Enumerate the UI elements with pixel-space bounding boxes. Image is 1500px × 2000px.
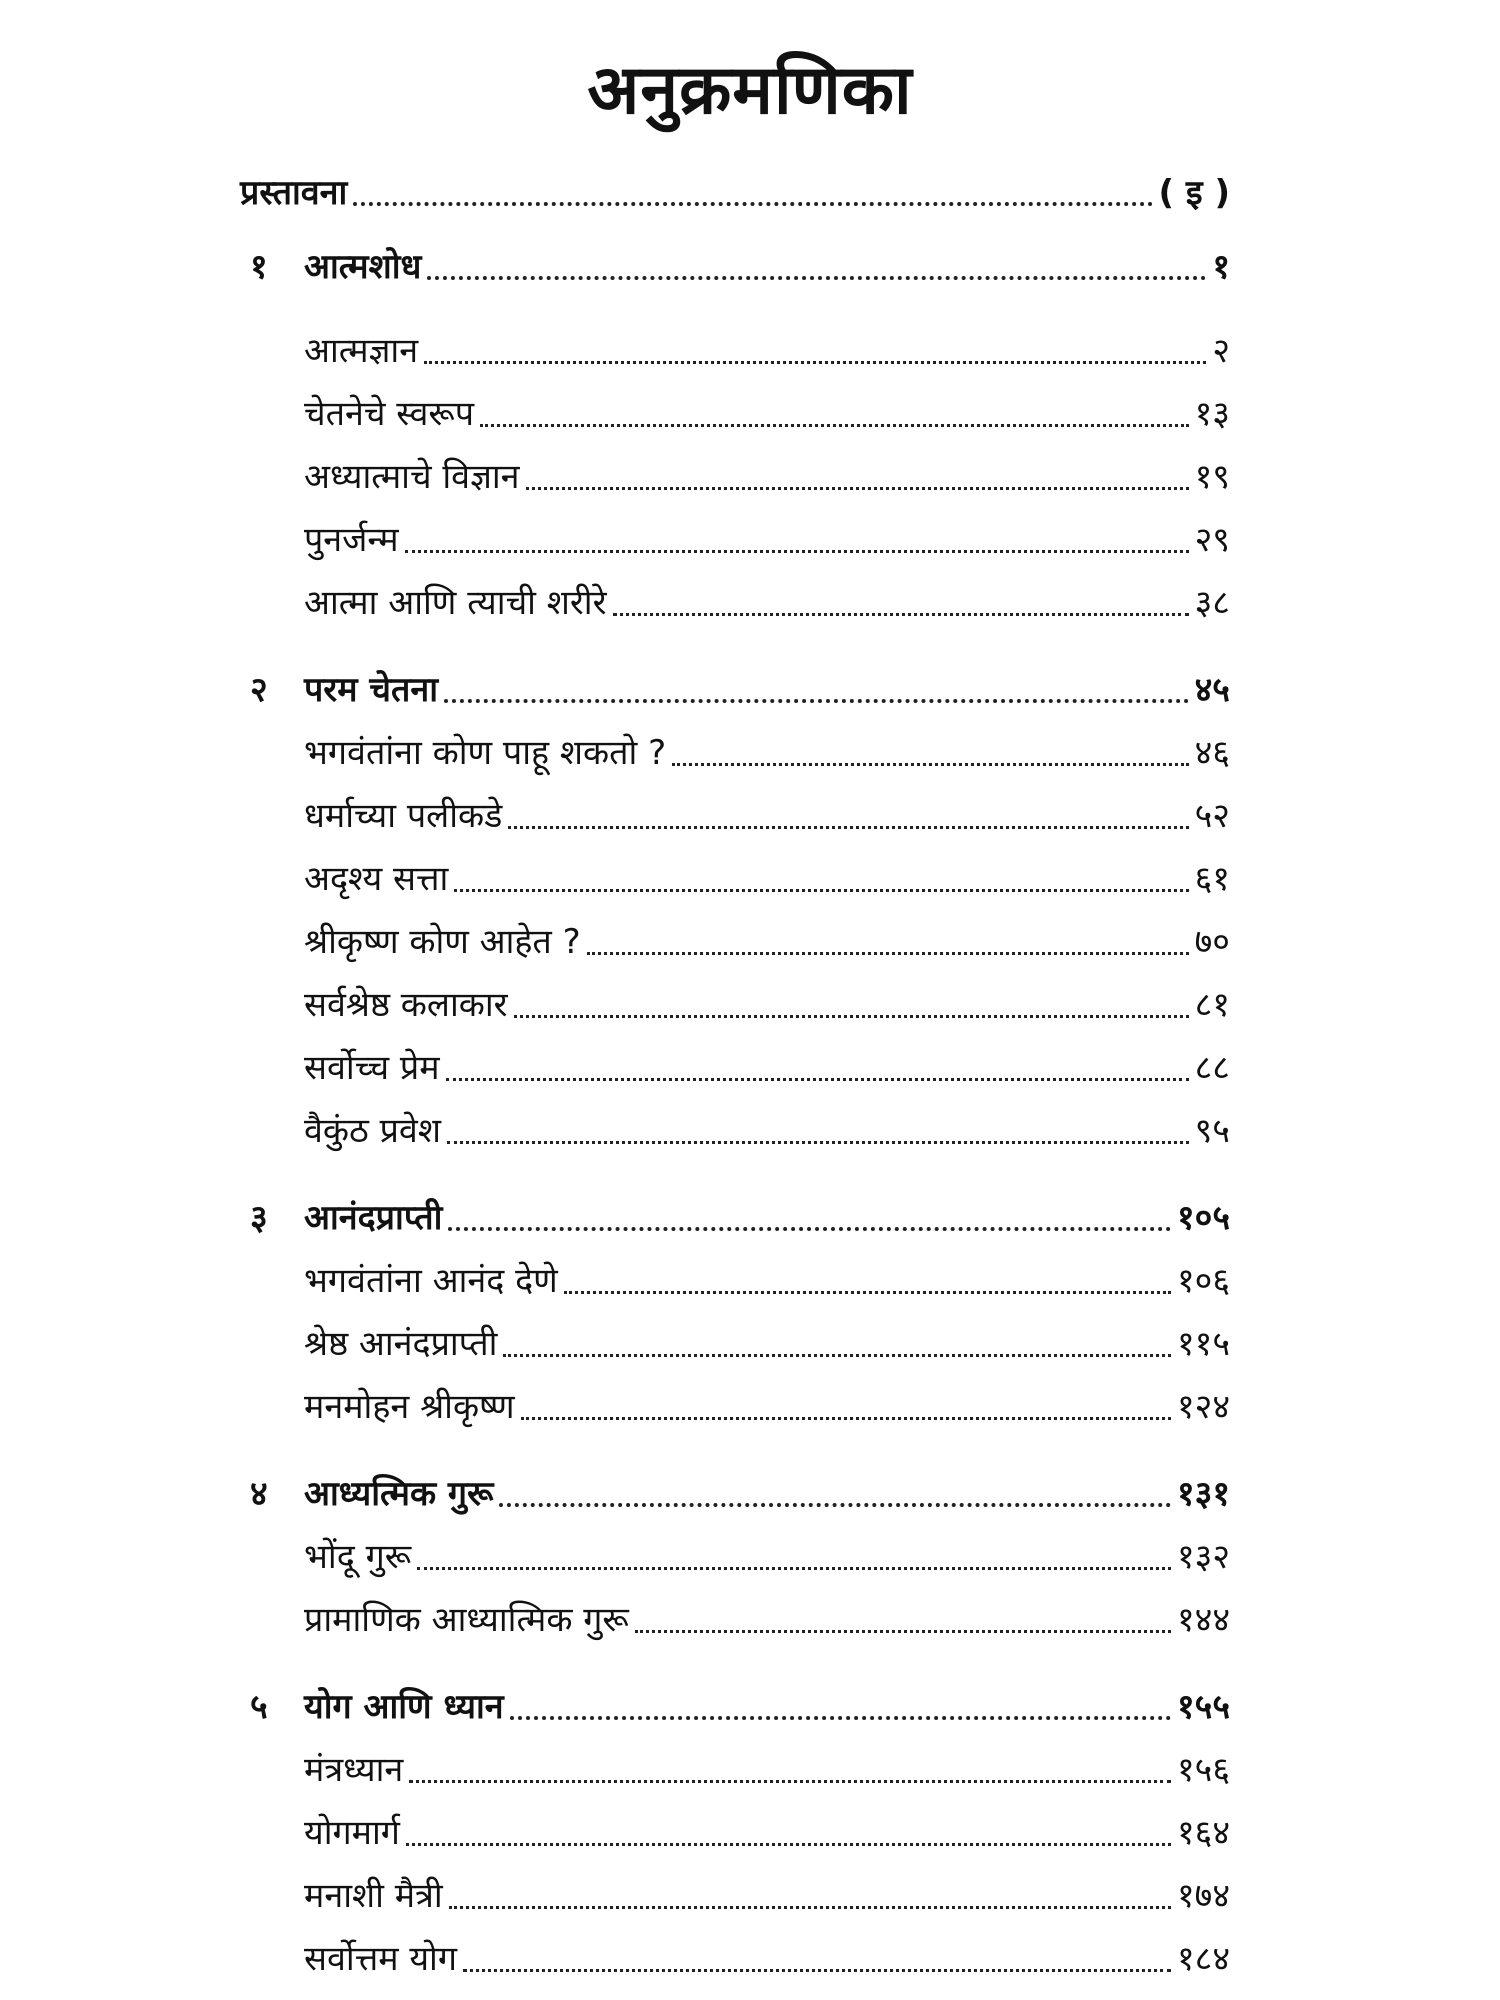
toc-subentry-row[interactable] bbox=[240, 1311, 1230, 1365]
toc-page-number: २ bbox=[1212, 331, 1230, 372]
dot-leader bbox=[635, 1630, 1171, 1633]
toc-entry-label: योगमार्ग bbox=[304, 1813, 400, 1854]
toc-entry-label: चेतनेचे स्वरूप bbox=[304, 394, 475, 435]
toc-page-number: १ bbox=[1212, 247, 1230, 288]
toc-subentry-row[interactable] bbox=[240, 1035, 1230, 1089]
dot-leader bbox=[444, 699, 1189, 703]
dot-leader bbox=[417, 1567, 1171, 1570]
dot-leader bbox=[449, 1906, 1171, 1909]
dot-leader bbox=[427, 276, 1206, 280]
toc-page-number: १८४ bbox=[1176, 1939, 1230, 1980]
toc-page-number: ४५ bbox=[1194, 670, 1230, 711]
toc-chapter-row[interactable] bbox=[240, 657, 1230, 711]
toc-page-number: ९५ bbox=[1194, 1111, 1230, 1152]
toc-subentry-row[interactable] bbox=[240, 1863, 1230, 1917]
toc-subentry-row[interactable] bbox=[240, 381, 1230, 435]
dot-leader bbox=[406, 1843, 1171, 1846]
dot-leader bbox=[353, 202, 1152, 206]
toc-page-number: ८८ bbox=[1194, 1048, 1230, 1089]
toc-subentry-row[interactable] bbox=[240, 972, 1230, 1026]
toc-page-number: १५६ bbox=[1176, 1750, 1230, 1791]
toc-subentry-row[interactable] bbox=[240, 1374, 1230, 1428]
toc-entry-label: वैकुंठ प्रवेश bbox=[304, 1111, 441, 1152]
toc-subentry-row[interactable] bbox=[240, 507, 1230, 561]
toc-entry-label: परम चेतना bbox=[304, 670, 439, 711]
toc-page-number: १०५ bbox=[1176, 1198, 1230, 1239]
toc-page-number: ५२ bbox=[1194, 796, 1230, 837]
toc-entry-label: मनाशी मैत्री bbox=[304, 1876, 443, 1917]
toc-page-number: १७४ bbox=[1176, 1876, 1230, 1917]
toc-entry-label: भोंदू गुरू bbox=[304, 1537, 412, 1578]
toc-page-number: १३२ bbox=[1176, 1537, 1230, 1578]
toc-page-number: ( इ ) bbox=[1158, 173, 1230, 214]
dot-leader bbox=[480, 424, 1189, 427]
toc-entry-label: आत्मशोध bbox=[304, 247, 422, 288]
toc-entry-label: श्रीकृष्ण कोण आहेत ? bbox=[304, 922, 581, 963]
toc-page-number: १३१ bbox=[1176, 1474, 1230, 1515]
dot-leader bbox=[405, 550, 1189, 553]
toc-chapter-row[interactable] bbox=[240, 234, 1230, 288]
toc-page-number: ८१ bbox=[1194, 985, 1230, 1026]
toc-subentry-row[interactable] bbox=[240, 1800, 1230, 1854]
dot-leader bbox=[447, 1141, 1189, 1144]
toc-subentry-row[interactable] bbox=[240, 1248, 1230, 1302]
toc-entry-label: प्रस्तावना bbox=[240, 173, 348, 214]
dot-leader bbox=[526, 487, 1189, 490]
toc-subentry-row[interactable] bbox=[240, 846, 1230, 900]
toc-entry-label: सर्वश्रेष्ठ कलाकार bbox=[304, 985, 508, 1026]
toc-subentry-row[interactable] bbox=[240, 783, 1230, 837]
toc-subentry-row[interactable] bbox=[240, 1524, 1230, 1578]
toc-entry-label: आध्यत्मिक गुरू bbox=[304, 1474, 494, 1515]
toc-subentry-row[interactable] bbox=[240, 1737, 1230, 1791]
chapter-number: ४ bbox=[250, 1474, 268, 1514]
dot-leader bbox=[587, 952, 1189, 955]
dot-leader bbox=[521, 1417, 1171, 1420]
dot-leader bbox=[672, 763, 1188, 766]
toc-page-number: २९ bbox=[1194, 520, 1230, 561]
dot-leader bbox=[424, 361, 1206, 364]
dot-leader bbox=[510, 1716, 1171, 1720]
toc-subentry-row[interactable] bbox=[240, 570, 1230, 624]
toc-entry-label: आनंदप्राप्ती bbox=[304, 1198, 443, 1239]
toc-entry-label: सर्वोत्तम योग bbox=[304, 1939, 457, 1980]
dot-leader bbox=[463, 1969, 1171, 1972]
toc-entry-label: प्रामाणिक आध्यात्मिक गुरू bbox=[304, 1600, 629, 1641]
toc-subentry-row[interactable] bbox=[240, 318, 1230, 372]
toc-page-number: १४४ bbox=[1176, 1600, 1230, 1641]
toc-entry-label: मंत्रध्यान bbox=[304, 1750, 404, 1791]
toc-chapter-row[interactable] bbox=[240, 1185, 1230, 1239]
toc-entry-label: अध्यात्माचे विज्ञान bbox=[304, 457, 520, 498]
dot-leader bbox=[508, 826, 1188, 829]
toc-subentry-row[interactable] bbox=[240, 1926, 1230, 1980]
toc-entry-label: भगवंतांना कोण पाहू शकतो ? bbox=[304, 733, 667, 774]
toc-subentry-row[interactable] bbox=[240, 1098, 1230, 1152]
dot-leader bbox=[454, 889, 1188, 892]
toc-preface-row[interactable] bbox=[240, 160, 1230, 214]
toc-page-number: ४६ bbox=[1194, 733, 1230, 774]
toc-page-number: १५५ bbox=[1176, 1687, 1230, 1728]
toc-subentry-row[interactable] bbox=[240, 909, 1230, 963]
toc-page-number: १३ bbox=[1194, 394, 1230, 435]
dot-leader bbox=[514, 1015, 1189, 1018]
toc-page-number: ११५ bbox=[1176, 1324, 1230, 1365]
toc-subentry-row[interactable] bbox=[240, 1587, 1230, 1641]
toc-entry-label: श्रेष्ठ आनंदप्राप्ती bbox=[304, 1324, 498, 1365]
toc-entry-label: आत्मज्ञान bbox=[304, 331, 419, 372]
toc-entry-label: योग आणि ध्यान bbox=[304, 1687, 504, 1728]
toc-chapter-row[interactable] bbox=[240, 1674, 1230, 1728]
page-title: अनुक्रमणिका bbox=[587, 51, 913, 130]
dot-leader bbox=[409, 1780, 1171, 1783]
dot-leader bbox=[503, 1354, 1171, 1357]
dot-leader bbox=[446, 1078, 1189, 1081]
toc-page-number: १२४ bbox=[1176, 1387, 1230, 1428]
toc-chapter-row[interactable] bbox=[240, 1461, 1230, 1515]
toc-entry-label: अदृश्य सत्ता bbox=[304, 859, 449, 900]
toc-page-number: १०६ bbox=[1176, 1261, 1230, 1302]
toc-entry-label: पुनर्जन्म bbox=[304, 520, 399, 561]
toc-page-number: १६४ bbox=[1176, 1813, 1230, 1854]
dot-leader bbox=[564, 1291, 1171, 1294]
chapter-number: २ bbox=[250, 670, 268, 710]
toc-subentry-row[interactable] bbox=[240, 720, 1230, 774]
toc-subentry-row[interactable] bbox=[240, 444, 1230, 498]
toc-page-number: ३८ bbox=[1194, 583, 1230, 624]
dot-leader bbox=[499, 1503, 1171, 1507]
toc-page-number: ७० bbox=[1194, 922, 1230, 963]
toc-entry-label: भगवंतांना आनंद देणे bbox=[304, 1261, 558, 1302]
toc-page-number: ६१ bbox=[1194, 859, 1230, 900]
toc-page-number: १९ bbox=[1194, 457, 1230, 498]
toc-entry-label: मनमोहन श्रीकृष्ण bbox=[304, 1387, 515, 1428]
toc-entry-label: आत्मा आणि त्याची शरीरे bbox=[304, 583, 607, 624]
toc-entry-label: धर्माच्या पलीकडे bbox=[304, 796, 503, 837]
dot-leader bbox=[613, 613, 1189, 616]
chapter-number: ५ bbox=[250, 1687, 268, 1727]
toc-entry-label: सर्वोच्च प्रेम bbox=[304, 1048, 440, 1089]
chapter-number: १ bbox=[250, 247, 268, 287]
dot-leader bbox=[448, 1227, 1170, 1231]
chapter-number: ३ bbox=[250, 1198, 268, 1238]
